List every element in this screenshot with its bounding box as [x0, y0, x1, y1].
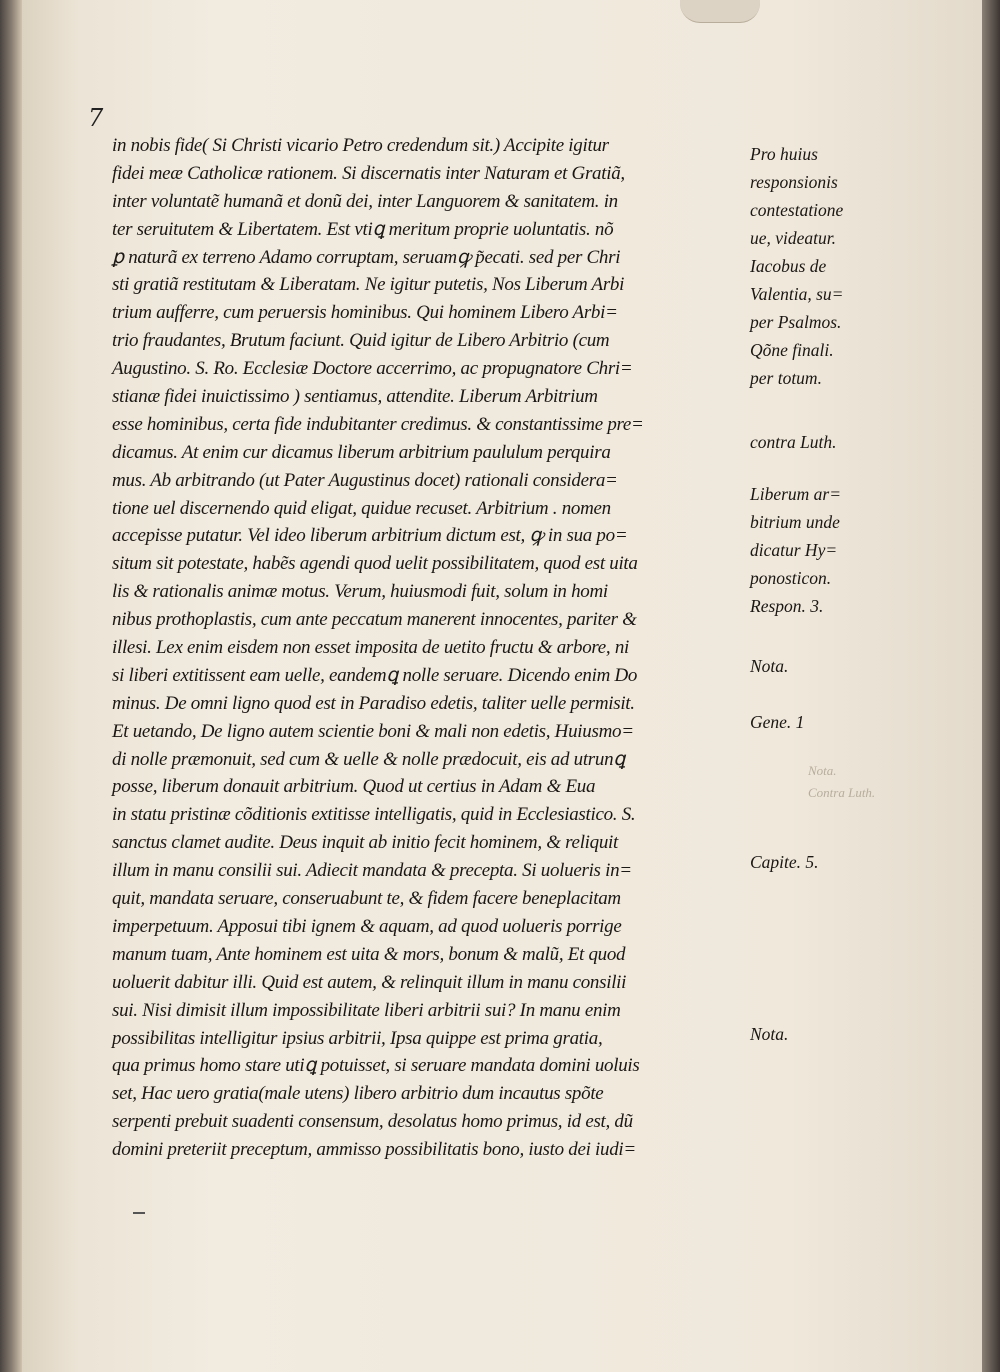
text-line: sui. Nisi dimisit illum impossibilitate liberi arbitrii sui? In manu enim	[112, 999, 621, 1021]
text-line: minus. De omni ligno quod est in Paradiso edetis, taliter uelle permisit.	[112, 692, 635, 714]
margin-note: ue, videatur.	[750, 228, 837, 248]
margin-note: bitrium unde	[750, 512, 840, 532]
text-line: esse hominibus, certa fide indubitanter credimus. & constantissime pre=	[112, 413, 644, 435]
text-line: stianæ fidei inuictissimo ) sentiamus, attendite. Liberum Arbitrium	[112, 386, 598, 408]
margin-note: Liberum ar=	[750, 484, 842, 504]
margin-note: ponosticon.	[750, 568, 832, 588]
text-line: tione uel discernendo quid eligat, quidue recuset. Arbitrium . nomen	[112, 497, 611, 519]
margin-note: per Psalmos.	[750, 312, 842, 332]
text-line: situm sit potestate, habẽs agendi quod uelit possibilitatem, quod est uita	[112, 553, 638, 575]
page-edge-right	[982, 0, 1000, 1372]
text-line: si liberi extitissent eam uelle, eandemꝗ nolle seruare. Dicendo enim Do	[112, 664, 638, 686]
text-line: lis & rationalis animæ motus. Verum, huiusmodi fuit, solum in homi	[112, 581, 608, 603]
text-line: ꝑ naturã ex terreno Adamo corruptam, seruamꝙ p̃ecati. sed per Chri	[112, 246, 621, 268]
text-line: accepisse putatur. Vel ideo liberum arbitrium dictum est, ꝙ in sua po=	[112, 525, 628, 547]
ghost-line: Nota.	[808, 763, 837, 778]
text-line: trio fraudantes, Brutum faciunt. Quid igitur de Libero Arbitrio (cum	[112, 330, 610, 352]
show-through-text	[808, 760, 875, 804]
text-line: mus. Ab arbitrando (ut Pater Augustinus docet) rationali considera=	[112, 469, 618, 491]
text-line: trium aufferre, cum peruersis hominibus. Qui hominem Libero Arbi=	[112, 302, 618, 324]
margin-note: per totum.	[750, 368, 822, 388]
text-line: sti gratiã restitutam & Liberatam. Ne igitur putetis, Nos Liberum Arbi	[112, 274, 625, 296]
paper-tab	[680, 0, 760, 23]
text-line: nibus prothoplastis, cum ante peccatum manerent innocentes, pariter &	[112, 609, 637, 631]
margin-note: Respon. 3.	[750, 596, 824, 616]
text-line: domini preteriit preceptum, ammisso possibilitatis bono, iusto dei iudi=	[112, 1139, 636, 1161]
text-line: in statu pristinæ cõditionis extitisse intelligatis, quid in Ecclesiastico. S.	[112, 804, 636, 826]
text-line: dicamus. At enim cur dicamus liberum arbitrium paululum perquira	[112, 441, 611, 463]
text-line: possibilitas intelligitur ipsius arbitrii, Ipsa quippe est prima gratia,	[112, 1027, 603, 1049]
text-line: serpenti prebuit suadenti consensum, desolatus homo primus, id est, dũ	[112, 1111, 633, 1133]
text-line: posse, liberum donauit arbitrium. Quod ut certius in Adam & Eua	[112, 776, 596, 798]
text-line: ter seruitutem & Libertatem. Est vtiꝗ meritum proprie uoluntatis. nõ	[112, 218, 614, 240]
margin-note: Valentia, su=	[750, 284, 844, 304]
margin-note: Capite. 5.	[750, 852, 819, 872]
text-line: fidei meæ Catholicæ rationem. Si discernatis inter Naturam et Gratiã,	[112, 162, 625, 184]
facing-page-edge	[0, 0, 22, 1372]
text-line: sanctus clamet audite. Deus inquit ab initio fecit hominem, & reliquit	[112, 832, 619, 854]
printer-mark	[133, 1212, 145, 1214]
text-line: set, Hac uero gratia(male utens) libero arbitrio dum incautus spõte	[112, 1083, 604, 1105]
corner-mark: 7	[88, 104, 104, 132]
margin-note: contestatione	[750, 200, 844, 220]
margin-note: Nota.	[750, 1024, 789, 1044]
text-line: illum in manu consilii sui. Adiecit mandata & precepta. Si uolueris in=	[112, 860, 632, 882]
text-line: quit, mandata seruare, conseruabunt te, & fidem facere beneplacitam	[112, 888, 621, 910]
text-line: Augustino. S. Ro. Ecclesiæ Doctore accerrimo, ac propugnatore Chri=	[112, 358, 633, 380]
margin-note: contra Luth.	[750, 432, 837, 452]
text-line: in nobis fide( Si Christi vicario Petro credendum sit.) Accipite igitur	[112, 135, 609, 156]
text-line: imperpetuum. Apposui tibi ignem & aquam, ad quod uolueris porrige	[112, 915, 622, 937]
text-line: illesi. Lex enim eisdem non esset imposita de uetito fructu & arbore, ni	[112, 637, 630, 659]
margin-note: Iacobus de	[750, 256, 827, 276]
margin-note: dicatur Hy=	[750, 540, 838, 560]
margin-note: responsionis	[750, 172, 838, 192]
text-line: inter voluntatẽ humanã et donũ dei, inter Languorem & sanitatem. in	[112, 190, 618, 212]
margin-note: Gene. 1	[750, 712, 805, 732]
text-line: di nolle præmonuit, sed cum & uelle & nolle prædocuit, eis ad utrunꝗ	[112, 748, 626, 770]
main-text-block	[112, 132, 742, 1164]
margin-note: Pro huius	[750, 144, 818, 164]
ghost-line: Contra Luth.	[808, 785, 876, 800]
text-line: manum tuam, Ante hominem est uita & mors, bonum & malũ, Et quod	[112, 943, 626, 965]
margin-note: Nota.	[750, 656, 789, 676]
text-line: Et uetando, De ligno autem scientie boni & mali non edetis, Huiusmo=	[112, 720, 634, 742]
text-line: qua primus homo stare utiꝗ potuisset, si seruare mandata domini uoluis	[112, 1055, 640, 1077]
text-line: uoluerit dabitur illi. Quid est autem, & relinquit illum in manu consilii	[112, 971, 627, 993]
margin-note: Qõne finali.	[750, 340, 834, 360]
